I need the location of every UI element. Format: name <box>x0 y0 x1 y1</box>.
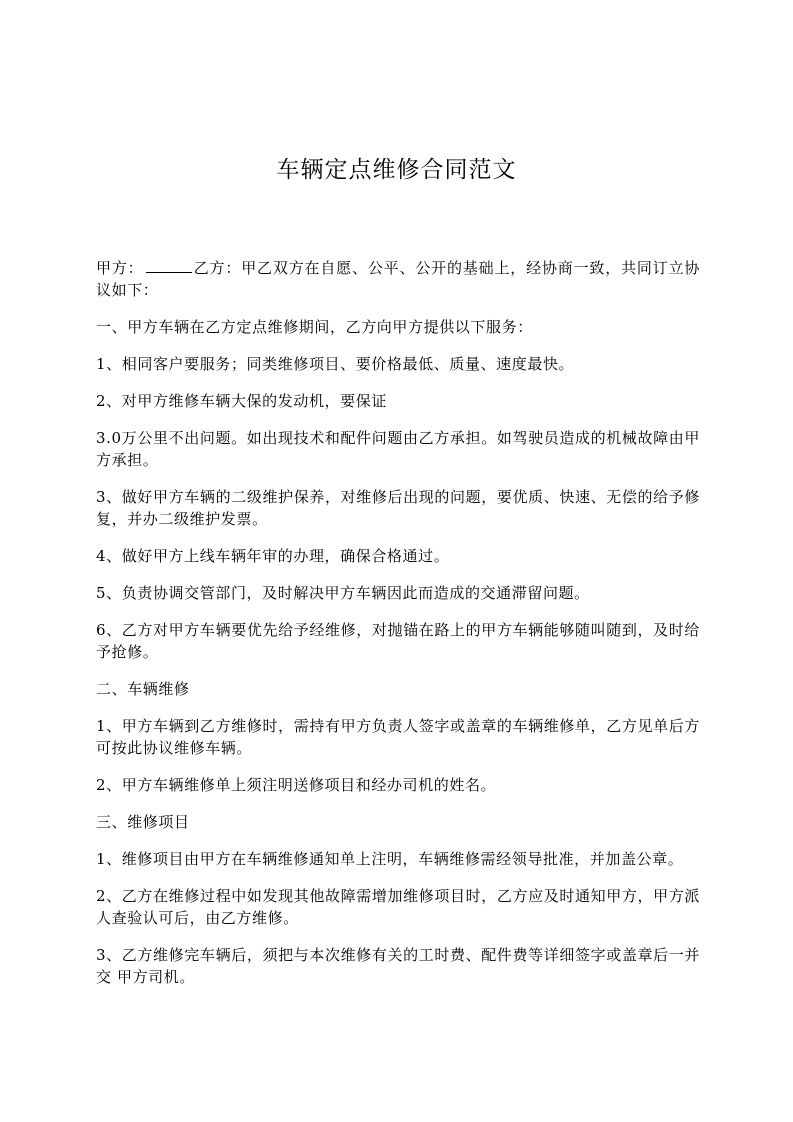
clause-paragraph: 2、对甲方维修车辆大保的发动机，要保证 <box>96 392 387 410</box>
clause-paragraph: 2、乙方在维修过程中如发现其他故障需增加维修项目时，乙方应及时通知甲方，甲方派人查验认可后，由乙方维修。 <box>96 887 700 927</box>
party-a-blank-line <box>146 258 192 273</box>
intro-text: 乙方：甲乙双方在自愿、公平、公开的基础上，经协商一致，共同订立协议如下： <box>96 259 701 299</box>
document-title: 车辆定点维修合同范文 <box>276 157 517 184</box>
clause-paragraph: 6、乙方对甲方车辆要优先给予经维修，对抛锚在路上的甲方车辆能够随叫随到，及时给予抢修。 <box>96 621 700 661</box>
party-a-label: 甲方： <box>96 259 144 277</box>
section-heading: 二、车辆维修 <box>96 680 190 698</box>
clause-paragraph: 1、相同客户要服务；同类维修项目、要价格最低、质量、速度最快。 <box>96 355 575 373</box>
clause-paragraph: 5、负责协调交管部门，及时解决甲方车辆因此而造成的交通滞留问题。 <box>96 584 590 602</box>
clause-paragraph: 1、甲方车辆到乙方维修时，需持有甲方负责人签字或盖章的车辆维修单，乙方见单后方可按此协议维修车辆。 <box>96 717 700 757</box>
section-heading: 三、维修项目 <box>96 813 190 831</box>
document-body <box>96 257 700 1003</box>
intro-paragraph <box>96 257 700 301</box>
clause-paragraph: 4、做好甲方上线车辆年审的办理，确保合格通过。 <box>96 547 450 565</box>
clause-paragraph: 3、乙方维修完车辆后，须把与本次维修有关的工时费、配件费等详细签字或盖章后一并交 甲方司机。 <box>96 946 700 986</box>
clause-paragraph: 一、甲方车辆在乙方定点维修期间，乙方向甲方提供以下服务： <box>96 318 533 336</box>
clause-paragraph: 3、做好甲方车辆的二级维护保养，对维修后出现的问题，要优质、快速、无偿的给予修复，并办二级维护发票。 <box>96 488 700 528</box>
clause-paragraph: 1、维修项目由甲方在车辆维修通知单上注明，车辆维修需经领导批准，并加盖公章。 <box>96 850 684 868</box>
clause-paragraph: 3.0万公里不出问题。如出现技术和配件问题由乙方承担。如驾驶员造成的机械故障由甲方承担。 <box>96 429 700 469</box>
clause-paragraph: 2、甲方车辆维修单上须注明送修项目和经办司机的姓名。 <box>96 776 497 794</box>
